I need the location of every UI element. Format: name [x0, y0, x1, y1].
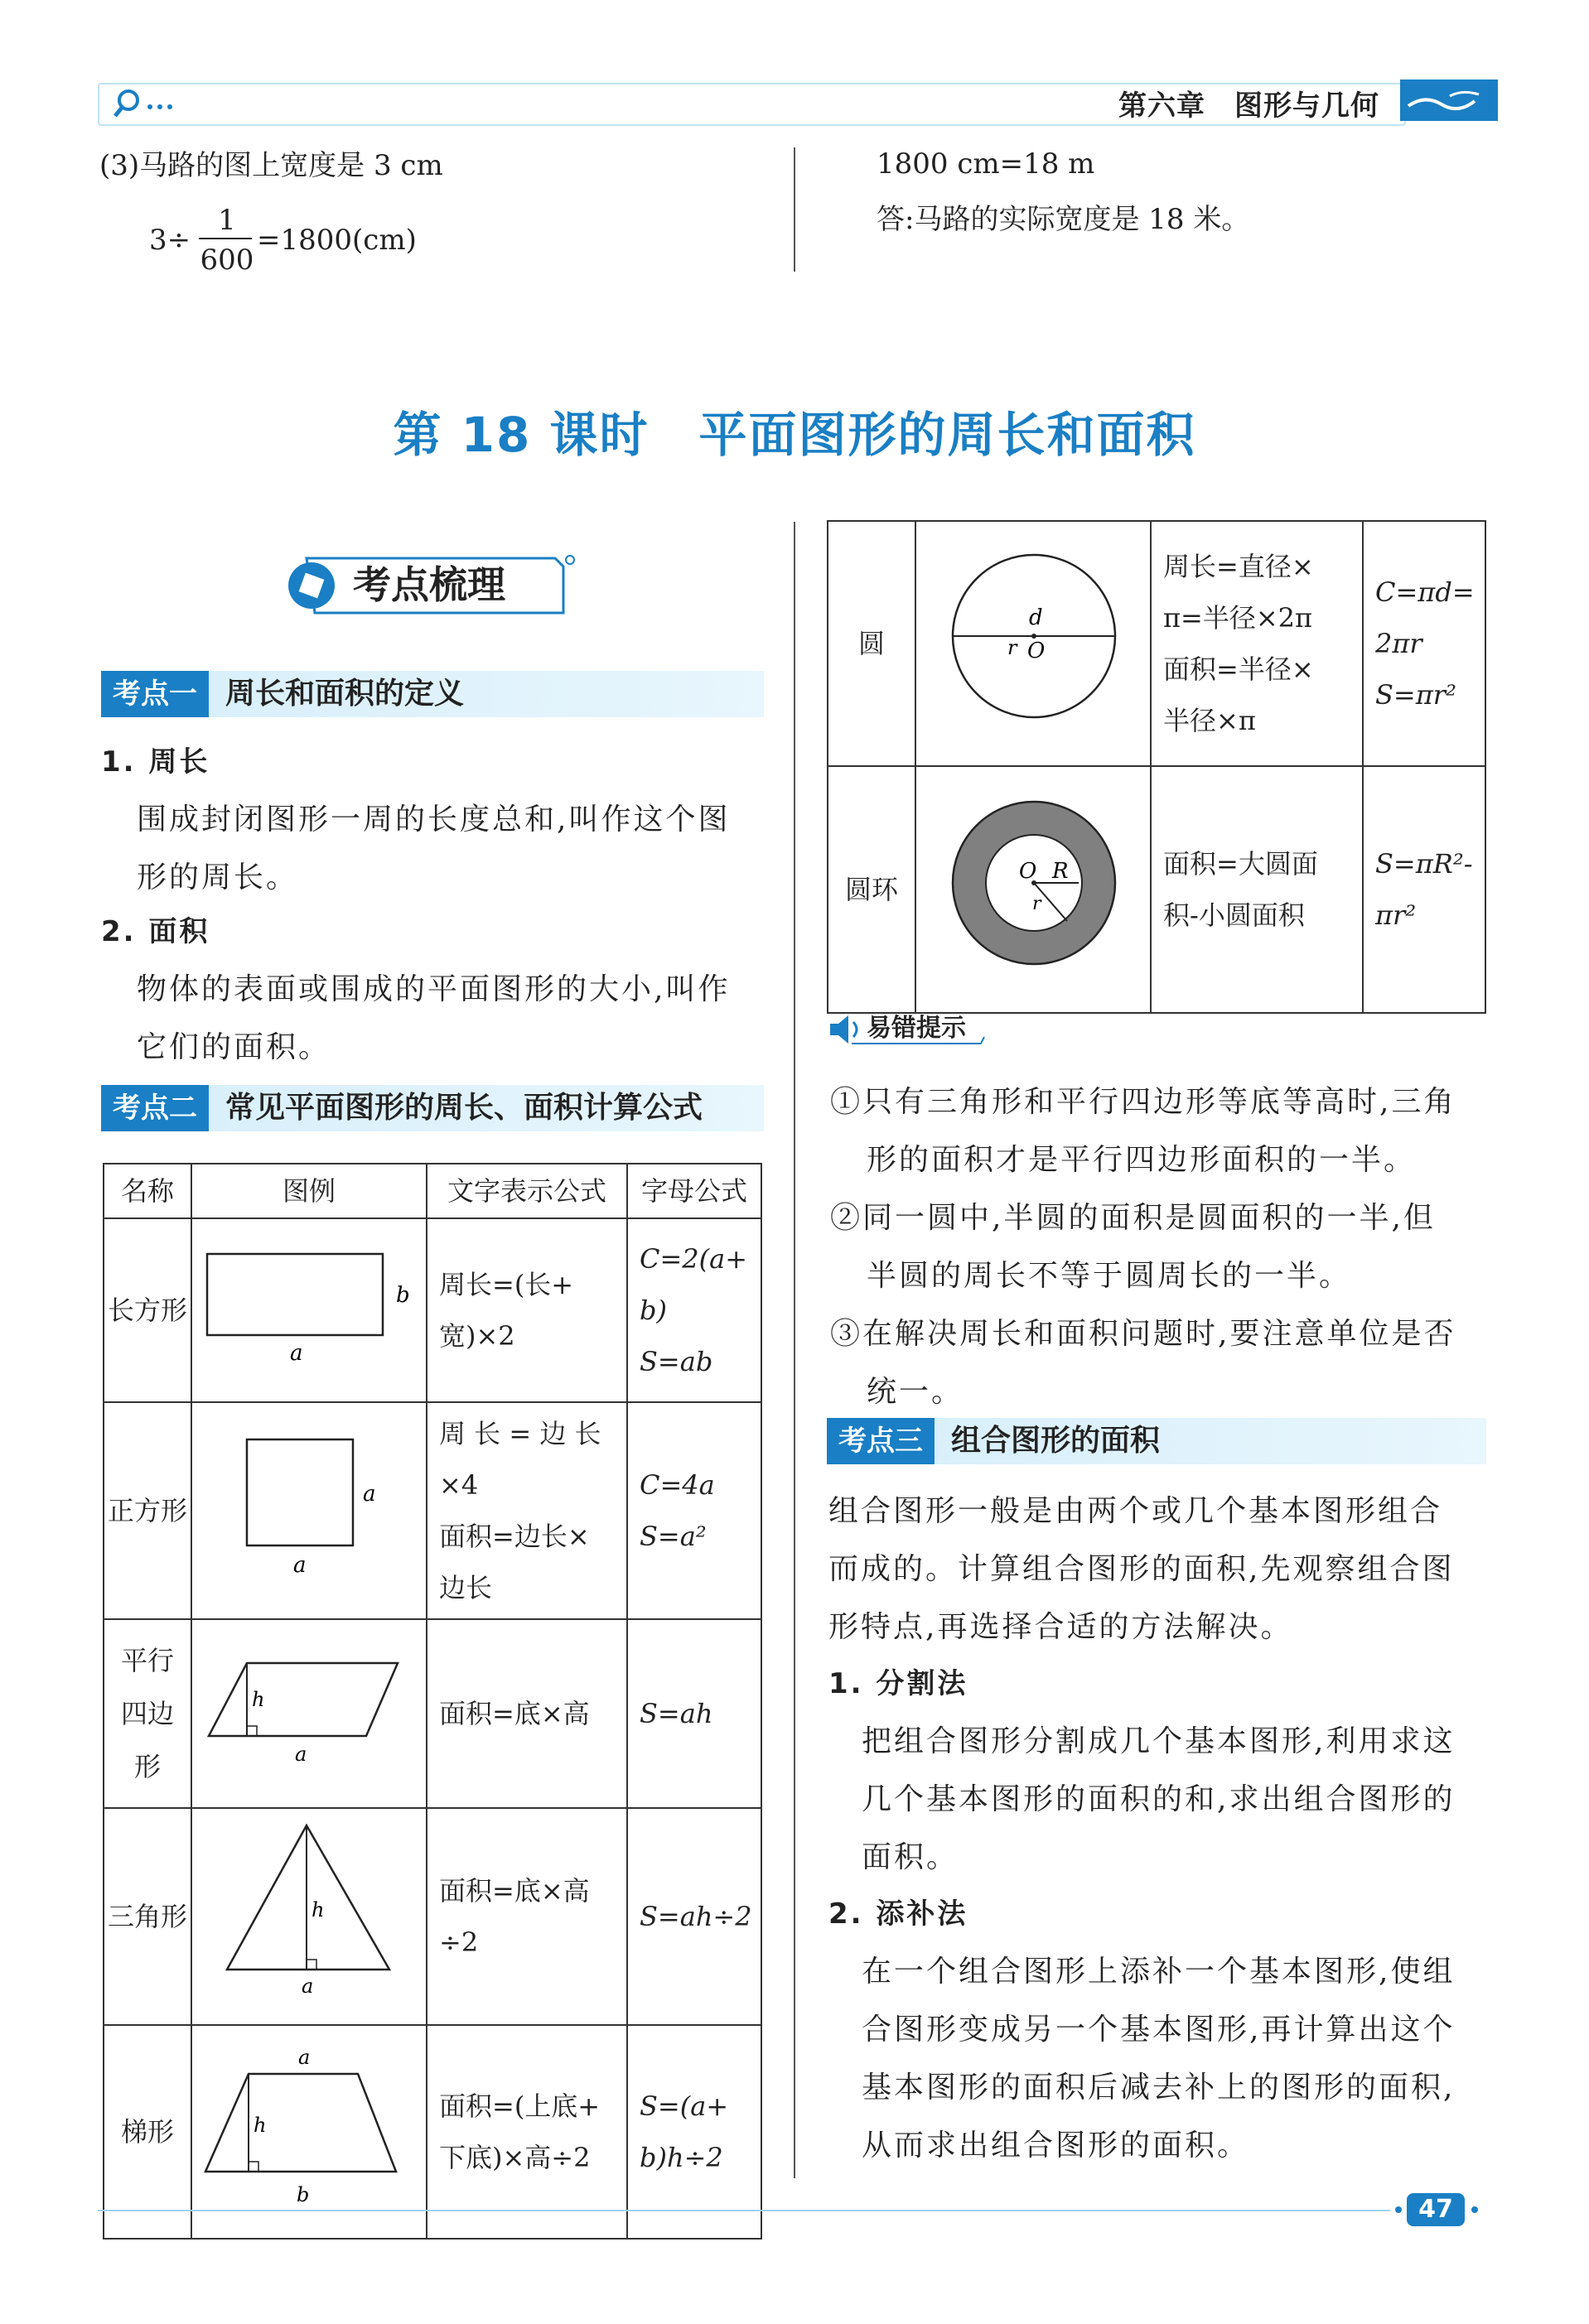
formula-line: S=a² [640, 1521, 707, 1552]
kd3-p2-3: 基本图形的面积后减去补上的图形的面积, [862, 2071, 1456, 2105]
kd3-title: 组合图形的面积 [951, 1424, 1161, 1458]
row-name: 圆 [828, 521, 915, 766]
kd3-p1-1: 把组合图形分割成几个基本图形,利用求这 [862, 1724, 1456, 1758]
calc-left: 3÷ [149, 224, 191, 257]
circle-icon [916, 522, 1150, 749]
formula-line: 2πr [1375, 628, 1422, 659]
text-line: 周 长 = 边 长 [439, 1418, 601, 1449]
kd3-p1-3: 面积。 [862, 1840, 959, 1874]
row-text-formula [1151, 766, 1363, 1013]
text-line: 积-小圆面积 [1163, 899, 1305, 931]
text-line: 下底)×高÷2 [439, 2142, 591, 2173]
kd1-p1-line2: 形的周长。 [137, 861, 299, 894]
table-header-row [104, 1164, 761, 1218]
label-O: O [1027, 639, 1046, 663]
label-r: r [1032, 894, 1041, 914]
label-h: h [254, 2114, 267, 2137]
text-line: 面积=底×高 [439, 1875, 590, 1907]
column-divider-top [794, 147, 795, 272]
label-b: b [396, 1283, 410, 1308]
table-row [828, 766, 1485, 1013]
table-row [104, 1808, 761, 2025]
kd3-p2-1: 在一个组合图形上添补一个基本图形,使组 [862, 1955, 1456, 1989]
kd3-h1: 1. 分割法 [828, 1667, 968, 1700]
text-line: 周长=(长+ [439, 1269, 574, 1300]
row-text-formula [427, 1402, 627, 1619]
row-text-formula: 面积=底×高 [427, 1619, 627, 1808]
formula-line: b)h÷2 [640, 2142, 723, 2173]
kd1-bar [101, 671, 764, 717]
square-figure [191, 1402, 427, 1619]
th-letter-formula: 字母公式 [627, 1164, 761, 1218]
formula-table [103, 1163, 762, 2240]
kd3-p2-4: 从而求出组合图形的面积。 [862, 2129, 1250, 2162]
row-text-formula [1151, 521, 1363, 766]
tips-title: 易错提示 [867, 1014, 966, 1043]
row-letter-formula [1363, 521, 1485, 766]
th-text-formula: 文字表示公式 [427, 1164, 627, 1218]
text-line: 周长=直径× [1163, 551, 1314, 582]
rectangle-icon [192, 1219, 426, 1385]
label-a: a [302, 1974, 314, 1998]
formula-line: S=ab [640, 1346, 713, 1377]
row-letter-formula [627, 2025, 761, 2239]
formula-line: C=2(a+ [640, 1243, 748, 1275]
row-name: 长方形 [104, 1218, 191, 1402]
kd3-p1-2: 几个基本图形的面积的和,求出组合图形的 [862, 1782, 1456, 1816]
row-letter-formula: S=ah÷2 [627, 1808, 761, 2025]
formula-line: S=(a+ [640, 2090, 729, 2122]
kd2-title: 常见平面图形的周长、面积计算公式 [225, 1091, 703, 1125]
row-letter-formula [1363, 766, 1485, 1013]
footer-dot-right [1471, 2206, 1478, 2213]
triangle-icon [192, 1809, 426, 2008]
kd3-tag: 考点三 [827, 1418, 935, 1464]
text-line: ÷2 [439, 1926, 479, 1958]
table-row [828, 521, 1485, 766]
formula-line: S=πr² [1375, 679, 1456, 711]
row-name: 平行 四边 形 [104, 1619, 191, 1808]
tip-2-line2: 半圆的周长不等于圆周长的一半。 [867, 1259, 1352, 1293]
ring-figure [915, 766, 1151, 1013]
tip-1-line1: ①只有三角形和平行四边形等底等高时,三角 [830, 1085, 1456, 1119]
formula-line: C=πd= [1375, 576, 1475, 608]
text-line: 宽)×2 [439, 1320, 515, 1352]
tip-3-line2: 统一。 [867, 1375, 964, 1409]
kd2-tag: 考点二 [101, 1085, 209, 1131]
row-name: 梯形 [104, 2025, 191, 2239]
tip-2-line1: ②同一圆中,半圆的面积是圆面积的一半,但 [830, 1201, 1436, 1235]
parallelogram-figure [191, 1619, 427, 1808]
circle-table [827, 520, 1486, 1014]
kd1-h1: 1. 周长 [101, 745, 210, 779]
calc-right: =1800(cm) [257, 224, 417, 257]
column-divider [794, 522, 795, 2178]
row-letter-formula [627, 1402, 761, 1619]
formula-line: b) [640, 1295, 667, 1326]
text-line: π=半径×2π [1163, 602, 1313, 634]
wave-logo-icon [1400, 80, 1498, 121]
text-line: 面积=(上底+ [439, 2090, 601, 2122]
frac-num: 1 [218, 204, 236, 237]
row-name: 正方形 [104, 1402, 191, 1619]
row-text-formula [427, 1808, 627, 2025]
row-name: 圆环 [828, 766, 915, 1013]
label-R: R [1052, 859, 1069, 884]
row-name: 三角形 [104, 1808, 191, 2025]
kd1-p2-line1: 物体的表面或围成的平面图形的大小,叫作 [137, 972, 731, 1006]
row-text-formula [427, 2025, 627, 2239]
text-line: 面积=大圆面 [1163, 848, 1318, 880]
label-a: a [290, 1341, 303, 1366]
label-a: a [298, 2046, 311, 2069]
formula-line: πr² [1375, 899, 1417, 931]
prev-answer: 答:马路的实际宽度是 18 米。 [877, 203, 1250, 236]
table-row [104, 1218, 761, 1402]
page-number: 47 [1407, 2193, 1465, 2226]
tip-3-line1: ③在解决周长和面积问题时,要注意单位是否 [830, 1317, 1456, 1351]
kd1-p2-line2: 它们的面积。 [137, 1030, 331, 1064]
tip-1-line2: 形的面积才是平行四边形面积的一半。 [867, 1143, 1417, 1177]
table-row [104, 2025, 761, 2239]
kd1-title: 周长和面积的定义 [225, 677, 465, 711]
row-letter-formula: S=ah [627, 1619, 761, 1808]
label-a-bottom: a [293, 1553, 307, 1578]
kd3-bar [827, 1418, 1486, 1464]
footer-line [98, 2210, 1390, 2211]
table-row [104, 1402, 761, 1619]
table-row [104, 1619, 761, 1808]
text-line: 边长 [439, 1572, 493, 1603]
footer-dot-left [1395, 2206, 1402, 2213]
label-O: O [1019, 859, 1037, 884]
frac-line [199, 238, 252, 239]
label-a-side: a [363, 1482, 376, 1507]
text-line: 面积=半径× [1163, 653, 1314, 685]
th-name: 名称 [104, 1164, 191, 1218]
kd3-h2: 2. 添补法 [828, 1897, 968, 1931]
ring-icon [916, 767, 1150, 996]
triangle-figure [191, 1808, 427, 2025]
square-icon [192, 1403, 426, 1602]
row-text-formula [427, 1218, 627, 1402]
formula-line: C=4a [640, 1469, 715, 1501]
search-icon [112, 85, 195, 122]
label-a: a [295, 1743, 307, 1766]
label-b: b [297, 2183, 310, 2206]
circle-figure [915, 521, 1151, 766]
label-d: d [1029, 605, 1043, 630]
text-line: ×4 [439, 1469, 479, 1501]
lesson-title: 第 18 课时 平面图形的周长和面积 [393, 407, 1196, 463]
text-line: 半径×π [1163, 705, 1256, 736]
row-letter-formula [627, 1218, 761, 1402]
kd3-intro-1: 组合图形一般是由两个或几个基本图形组合 [828, 1494, 1443, 1528]
kd1-p1-line1: 围成封闭图形一周的长度总和,叫作这个图 [137, 803, 731, 837]
kd3-intro-3: 形特点,再选择合适的方法解决。 [828, 1610, 1293, 1644]
label-h: h [252, 1688, 265, 1711]
th-figure: 图例 [191, 1164, 427, 1218]
formula-line: S=πR²- [1375, 848, 1473, 880]
kd2-bar [101, 1085, 764, 1131]
prev-conv: 1800 cm=18 m [877, 147, 1095, 181]
label-h: h [312, 1898, 325, 1921]
trapezoid-figure [191, 2025, 427, 2239]
kd3-p2-2: 合图形变成另一个基本图形,再计算出这个 [862, 2013, 1456, 2047]
parallelogram-icon [192, 1620, 426, 1791]
kd3-intro-2: 而成的。计算组合图形的面积,先观察组合图 [828, 1552, 1455, 1586]
frac-den: 600 [200, 243, 254, 277]
rectangle-figure [191, 1218, 427, 1402]
trapezoid-icon [192, 2026, 426, 2221]
badge-label: 考点梳理 [353, 562, 505, 607]
kd1-tag: 考点一 [101, 671, 209, 717]
chapter-title: 第六章 图形与几何 [1118, 89, 1379, 123]
label-r: r [1007, 636, 1017, 659]
prev-q3: (3)马路的图上宽度是 3 cm [99, 149, 443, 182]
kd1-h2: 2. 面积 [101, 915, 210, 948]
text-line: 面积=边长× [439, 1521, 590, 1552]
